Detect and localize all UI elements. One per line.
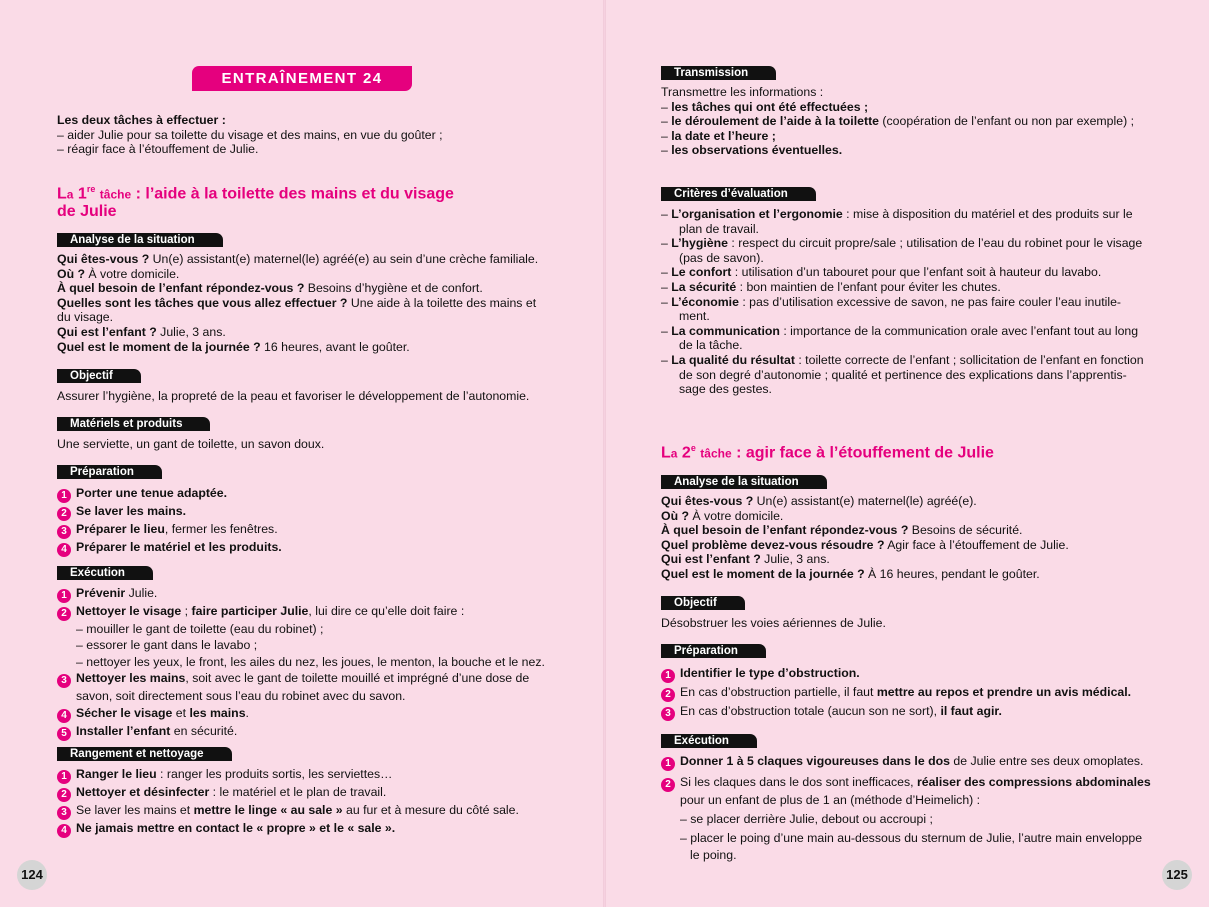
preparation-list: 1 Identifier le type d’obstruction. 2 En cas d’obstruction partielle, il faut mettre au repos et prendre un avis médical. 3 En cas d’obstruction totale (aucun son ne sort), il faut agir. <box>661 664 1153 721</box>
section-tag-execution: Exécution <box>57 566 153 580</box>
materiels-text: Une serviette, un gant de toilette, un savon doux. <box>57 437 325 451</box>
criteres-list: – L’organisation et l’ergonomie : mise à disposition du matériel et des produits sur le plan de travail. – L’hygiène : respect du circuit propre/sale ; utilisation de l’eau du robinet pour le visage (pas de savon). – Le confort : utilisation d’un tabouret pour que l’enfant soit à hauteur du lavabo. – La sécurité : bon maintien de l’enfant pour éviter les chutes. – L’économie : pas d’utilisation excessive de savon, ne pas faire couler l’eau inutile- ment. – La communication : importance de la communication orale avec l’enfant tout au long de la tâche. – La qualité du résultat : toilette correcte de l’enfant ; sollicitation de l’enfant en fonction de son degré d’autonomie ; qualité et pertinence des explications dans l’apprentis- sage des gestes. <box>661 207 1144 397</box>
rangement-list: 1 Ranger le lieu : ranger les produits sortis, les serviettes… 2 Nettoyer et désinfecter : le matériel et le plan de travail. 3 Se laver les mains et mettre le linge « au sale » au fur et à mesure du côté sale. 4 Ne jamais mettre en contact le « propre » et le « sale ». <box>57 766 550 838</box>
section-tag-analyse: Analyse de la situation <box>57 233 223 247</box>
section-tag-criteres: Critères d’évaluation <box>661 187 816 201</box>
intro-item: – réagir face à l’étouffement de Julie. <box>57 142 259 157</box>
step-number: 1 <box>57 489 71 503</box>
left-page <box>0 0 604 907</box>
section-tag-objectif: Objectif <box>57 369 141 383</box>
section-tag-preparation: Préparation <box>661 644 766 658</box>
step-number: 2 <box>57 507 71 521</box>
section-tag-objectif: Objectif <box>661 596 745 610</box>
preparation-list: 1 Porter une tenue adaptée. 2 Se laver les mains. 3 Préparer le lieu, fermer les fenêtres. 4 Préparer le matériel et les produits. <box>57 485 550 557</box>
intro-block <box>57 113 550 157</box>
page-number-right: 125 <box>1162 860 1192 890</box>
section-tag-materiels: Matériels et produits <box>57 417 210 431</box>
transmission-block: Transmettre les informations : – les tâches qui ont été effectuées ; – le déroulement de l’aide à la toilette (coopération de l’enfant ou non par exemple) ; – la date et l’heure ; – les observations éventuelles. <box>661 85 1134 158</box>
section-tag-analyse: Analyse de la situation <box>661 475 827 489</box>
section-tag-execution: Exécution <box>661 734 757 748</box>
objectif-text: Assurer l’hygiène, la propreté de la peau et favoriser le développement de l’autonomie. <box>57 389 530 403</box>
section-tag-rangement: Rangement et nettoyage <box>57 747 232 761</box>
exercise-banner: ENTRAÎNEMENT 24 <box>192 66 412 91</box>
analyse-block: Qui êtes-vous ? Un(e) assistant(e) maternel(le) agréé(e). Où ? À votre domicile. À quel besoin de l’enfant répondez-vous ? Besoins de sécurité. Quel problème devez-vous résoudre ? Agir face à l’étouffement de Julie. Qui est l’enfant ? Julie, 3 ans. Quel est le moment de la journée ? À 16 heures, pendant le goûter. <box>661 494 1069 581</box>
right-page <box>605 0 1209 907</box>
section-tag-preparation: Préparation <box>57 465 162 479</box>
step-number: 4 <box>57 543 71 557</box>
page-number-left: 124 <box>17 860 47 890</box>
section-tag-transmission: Transmission <box>661 66 776 80</box>
execution-list: 1 Prévenir Julie. 2 Nettoyer le visage ; faire participer Julie, lui dire ce qu’elle doit faire : – mouiller le gant de toilette (eau du robinet) ; – essorer le gant dans le lavabo ; – nettoyer les yeux, le front, les ailes du nez, les joues, le menton, la bouche et le nez. 3 Nettoyer les mains, soit avec le gant de toilette mouillé et imprégné d’une dose de savon, soit directement sous l’eau du robinet avec du savon. 4 Sécher le visage et les mains. 5 Installer l’enfant en sécurité. <box>57 585 550 741</box>
task2-heading: La 2e tâche : agir face à l’étouffement de Julie <box>661 443 994 462</box>
step-number: 3 <box>57 525 71 539</box>
task1-heading: La 1re tâche : l’aide à la toilette des mains et du visage de Julie <box>57 184 454 221</box>
intro-title: Les deux tâches à effectuer : <box>57 113 226 127</box>
objectif-text: Désobstruer les voies aériennes de Julie. <box>661 616 886 630</box>
analyse-block: Qui êtes-vous ? Un(e) assistant(e) maternel(le) agréé(e) au sein d’une crèche familiale. Où ? À votre domicile. À quel besoin de l’enfant répondez-vous ? Besoins d’hygiène et de confort. Quelles sont les tâches que vous allez effectuer ? Une aide à la toilette des mains et du visage. Qui est l’enfant ? Julie, 3 ans. Quel est le moment de la journée ? 16 heures, avant le goûter. <box>57 252 539 354</box>
intro-item: – aider Julie pour sa toilette du visage et des mains, en vue du goûter ; <box>57 127 443 142</box>
execution-list: 1 Donner 1 à 5 claques vigoureuses dans le dos de Julie entre ses deux omoplates. 2 Si les claques dans le dos sont inefficaces, réaliser des compressions abdominales pour un enfant de plus de 1 an (méthode d’Heimelich) : – se placer derrière Julie, debout ou accroupi ; – placer le poing d’une main au-dessous du sternum de Julie, l’autre main enveloppe le poing. <box>661 753 1153 863</box>
